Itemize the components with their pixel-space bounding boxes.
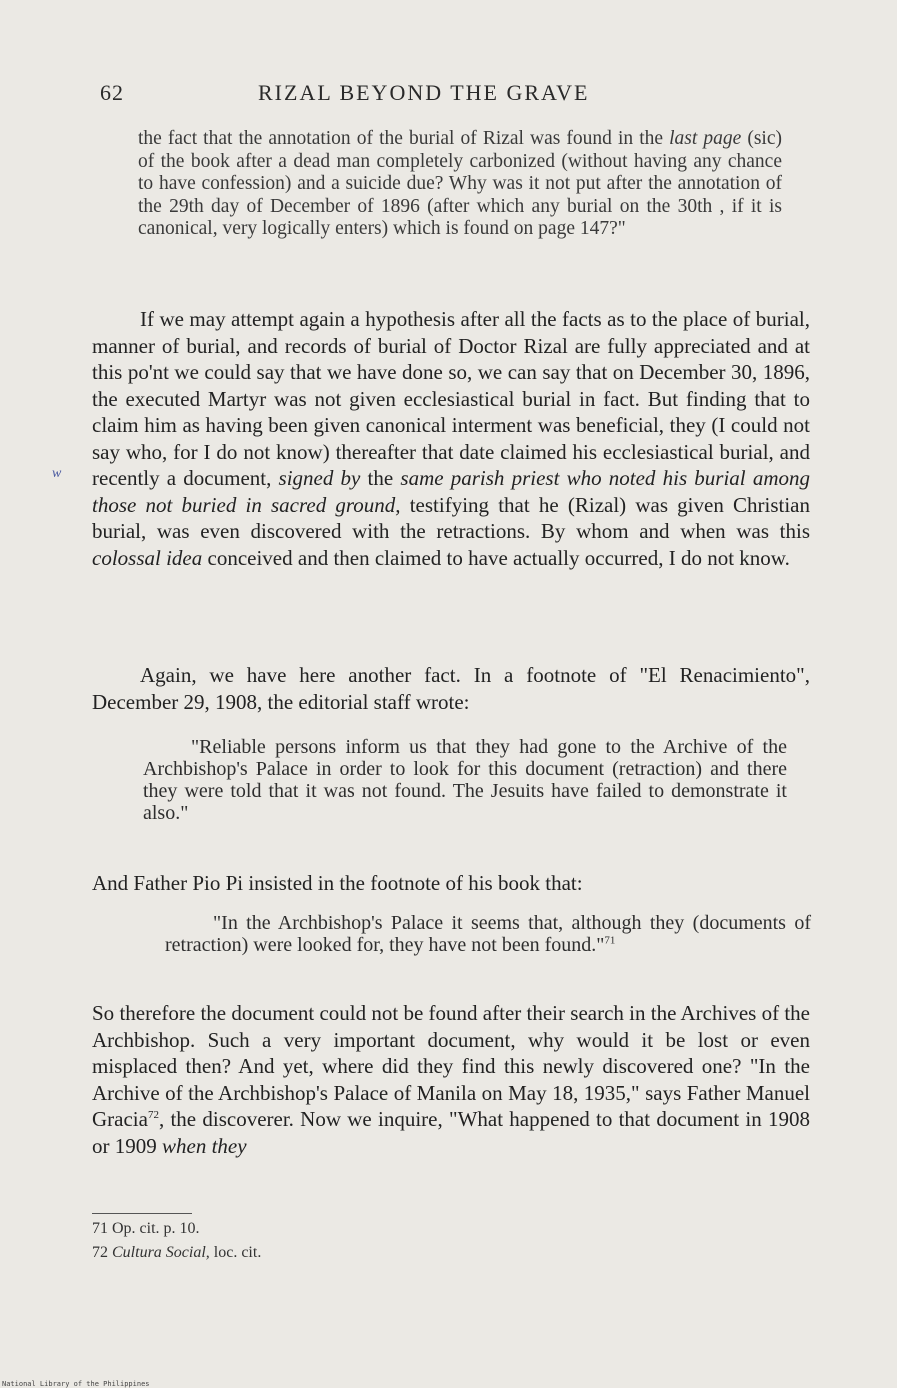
- emphasis: last page: [669, 128, 742, 149]
- emphasis: when they: [162, 1133, 247, 1158]
- emphasis: same parish priest who noted his burial among those not buried in sacred ground,: [92, 466, 810, 517]
- block-quote-renacimiento: "Reliable persons inform us that they had gone to the Archive of the Archbishop's Palace in order to look for this document (retraction) and there they were told that it was not found. The Jesuits have failed to demonstrate it also.": [143, 736, 787, 824]
- footnote-ref-71: 71: [604, 934, 616, 947]
- emphasis: colossal idea: [92, 545, 203, 570]
- handwritten-margin-mark: w: [52, 466, 62, 481]
- footnote-72: 72 Cultura Social, loc. cit.: [92, 1244, 262, 1261]
- footnote-71: 71 Op. cit. p. 10.: [92, 1220, 200, 1237]
- block-quote-continuation: the fact that the annotation of the burial of Rizal was found in the last page (sic) of the book after a dead man completely carbonized (without having any chance to have confession) and a suicide due? Why was it not put after the annotation of the 29th day of December of 1896 (after which any burial on the 30th , if it is canonical, very logically enters) which is found on page 147?": [138, 128, 782, 239]
- emphasis: signed by: [278, 466, 361, 490]
- running-title: RIZAL BEYOND THE GRAVE: [258, 80, 590, 105]
- footnote-divider: [92, 1213, 192, 1214]
- page-header: [100, 80, 840, 112]
- block-quote-archbishop: "In the Archbishop's Palace it seems that, although they (documents of retraction) were looked for, they have not been found."$^{71}$: [165, 912, 811, 956]
- paragraph-pio-pi: And Father Pio Pi insisted in the footnote of his book that:: [92, 871, 583, 895]
- library-credit: National Library of the Philippines: [2, 1380, 150, 1388]
- paragraph-search: So therefore the document could not be found after their search in the Archives of the Archbishop. Such a very important document, why would it be lost or even misplaced then? And yet, where did they find this newly discovered one? "In the Archive of the Archbishop's Palace of Manila on May 18, 1935," says Father Manuel Gracia$^{72}$, the discoverer. Now we inquire, "What happened to that document in 1908 or 1909 when they: [92, 1001, 810, 1158]
- footnote-ref-72: 72: [147, 1109, 159, 1121]
- page-number: 62: [100, 80, 124, 105]
- paragraph-another-fact: Again, we have here another fact. In a footnote of "El Renacimiento", December 29, 1908, the editorial staff wrote:: [92, 663, 810, 714]
- paragraph-hypothesis: If we may attempt again a hypothesis after all the facts as to the place of burial, manner of burial, and records of burial of Doctor Rizal are fully appreciated and at this po'nt we could say that we have done so, we can say that on December 30, 1896, the executed Martyr was not given ecclesiastical burial in fact. But finding that to claim him as having been given canonical interment was beneficial, they (I could not say who, for I do not know) thereafter that date claimed his ecclesiastical burial, and recently a document, signed by the same parish priest who noted his burial among those not buried in sacred ground, testifying that he (Rizal) was given Christian burial, was even discovered with the retractions. By whom and when was this colossal idea conceived and then claimed to have actually occurred, I do not know.: [92, 307, 810, 570]
